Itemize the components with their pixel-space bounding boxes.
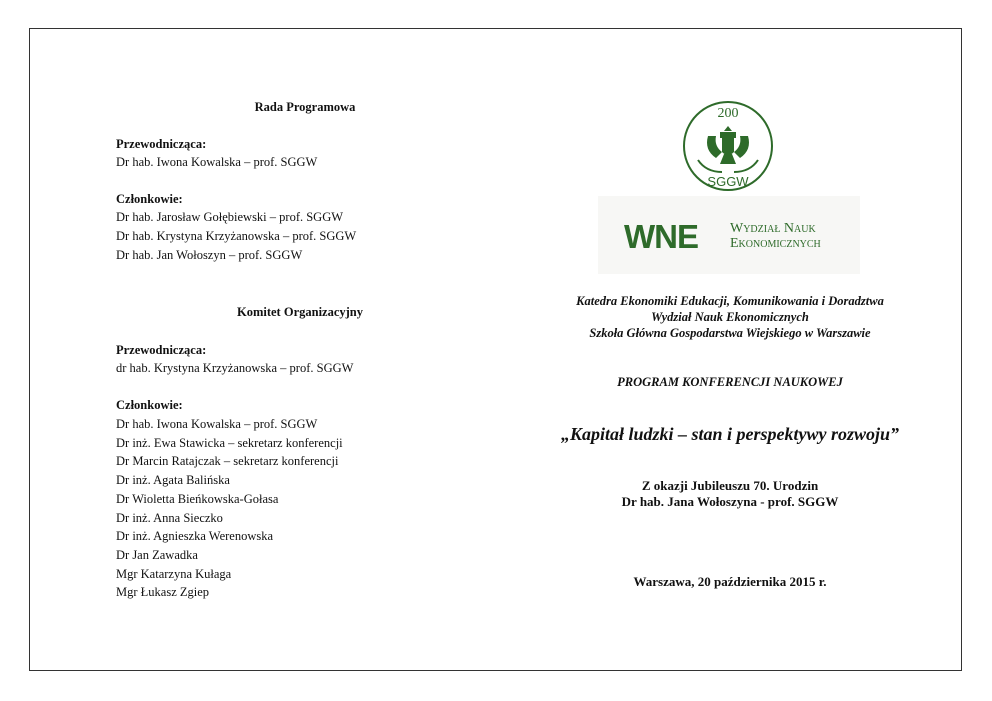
wne-name	[730, 221, 821, 251]
wne-name-line2: Ekonomicznych	[730, 236, 821, 251]
komitet-member: Dr inż. Anna Sieczko	[116, 511, 223, 525]
komitet-member: Mgr Łukasz Zgiep	[116, 585, 210, 599]
komitet-member: Dr Wioletta Bieńkowska-Gołasa	[116, 492, 279, 506]
date-place: Warszawa, 20 października 2015 r.	[633, 574, 827, 589]
komitet-chair-label: Przewodnicząca:	[116, 343, 207, 357]
komitet-member: Dr Jan Zawadka	[116, 548, 198, 562]
komitet-member: Dr Marcin Ratajczak – sekretarz konferencji	[116, 454, 339, 468]
komitet-member: Dr inż. Agnieszka Werenowska	[116, 529, 274, 543]
svg-text:SGGW: SGGW	[707, 174, 749, 189]
wne-logo-letters: WNE	[624, 218, 698, 255]
rada-programowa-heading: Rada Programowa	[254, 100, 356, 114]
conference-title: „Kapitał ludzki – stan i perspektywy rozwoju”	[560, 424, 900, 444]
rada-chair-label: Przewodnicząca:	[116, 137, 207, 151]
rada-member: Dr hab. Jan Wołoszyn – prof. SGGW	[116, 248, 303, 262]
rada-chair: Dr hab. Iwona Kowalska – prof. SGGW	[116, 155, 318, 169]
wne-logo-box	[598, 196, 860, 274]
komitet-member: Dr hab. Iwona Kowalska – prof. SGGW	[116, 417, 318, 431]
institution-line-1: Katedra Ekonomiki Edukacji, Komunikowania i Doradztwa	[576, 294, 884, 308]
rada-member: Dr hab. Jarosław Gołębiewski – prof. SGGW	[116, 210, 344, 224]
rada-member: Dr hab. Krystyna Krzyżanowska – prof. SGGW	[116, 229, 357, 243]
occasion-line-2: Dr hab. Jana Wołoszyna - prof. SGGW	[621, 494, 839, 509]
institution-line-3: Szkoła Główna Gospodarstwa Wiejskiego w Warszawie	[589, 326, 871, 340]
program-heading: PROGRAM KONFERENCJI NAUKOWEJ	[617, 375, 843, 389]
rada-members-label: Członkowie:	[116, 192, 183, 206]
occasion-line-1: Z okazji Jubileuszu 70. Urodzin	[641, 478, 819, 493]
institution-line-2: Wydział Nauk Ekonomicznych	[651, 310, 809, 324]
komitet-member: Mgr Katarzyna Kułaga	[116, 567, 232, 581]
komitet-chair: dr hab. Krystyna Krzyżanowska – prof. SGGW	[116, 361, 354, 375]
komitet-member: Dr inż. Ewa Stawicka – sekretarz konferencji	[116, 436, 343, 450]
komitet-members-label: Członkowie:	[116, 398, 183, 412]
svg-text:200: 200	[717, 106, 739, 121]
sggw-seal-logo	[680, 98, 776, 194]
komitet-heading: Komitet Organizacyjny	[236, 305, 363, 319]
komitet-member: Dr inż. Agata Balińska	[116, 473, 230, 487]
wne-name-line1: Wydział Nauk	[730, 221, 816, 236]
